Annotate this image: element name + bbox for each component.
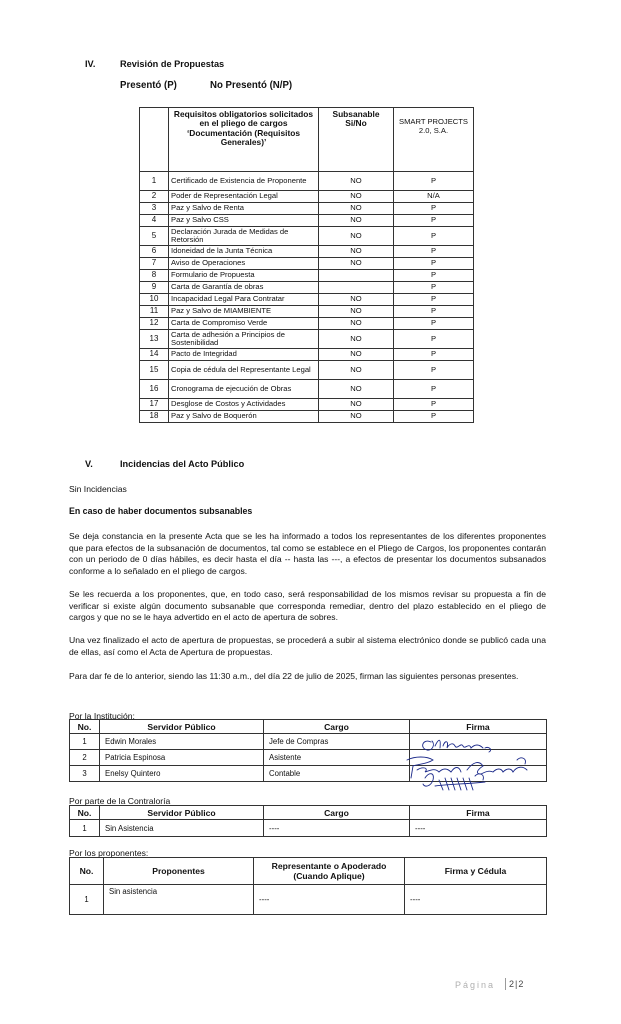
requirement-name: Paz y Salvo de Boquerón	[169, 411, 319, 423]
requirement-number: 3	[140, 203, 169, 215]
requirement-status: P	[394, 380, 474, 399]
requirement-subsanable: NO	[319, 258, 394, 270]
prop-row-number: 1	[70, 885, 104, 915]
institucion-label: Por la Institución:	[69, 711, 135, 721]
requirement-number: 8	[140, 270, 169, 282]
no-presento-legend: No Presentó (N/P)	[210, 79, 293, 91]
prop-header-firma: Firma y Cédula	[405, 858, 547, 885]
requirement-subsanable: NO	[319, 215, 394, 227]
header-subsanable: Subsanable Si/No	[319, 108, 394, 172]
requirement-name: Certificado de Existencia de Proponente	[169, 172, 319, 191]
requirement-subsanable: NO	[319, 330, 394, 349]
requirement-number: 5	[140, 227, 169, 246]
requirement-status: P	[394, 246, 474, 258]
inst-header-servidor: Servidor Público	[100, 720, 264, 734]
requirement-subsanable: NO	[319, 246, 394, 258]
prop-header-proponentes: Proponentes	[104, 858, 254, 885]
inst-row-number: 2	[70, 750, 100, 766]
requirement-status: N/A	[394, 191, 474, 203]
requirement-subsanable: NO	[319, 294, 394, 306]
requirement-row	[140, 330, 474, 349]
requirement-number: 10	[140, 294, 169, 306]
requirement-subsanable: NO	[319, 191, 394, 203]
prop-header-representante: Representante o Apoderado (Cuando Aplique)	[254, 858, 405, 885]
requirement-status: P	[394, 215, 474, 227]
incidencias-text: Sin Incidencias	[69, 484, 127, 494]
requirement-number: 16	[140, 380, 169, 399]
requirement-number: 1	[140, 172, 169, 191]
paragraph-subsanacion: Se deja constancia en la presente Acta que se les ha informado a todos los representantes de los diferentes proponentes que para efectos de la subsanación de documentos, tal como se establece en el Pliego de Cargos, los proponentes contarán con un periodo de 0 días hábiles, es decir hasta el día -- hasta las ---, a efectos de presentar los documentos subsanados conforme a lo señalado en el pliego de cargos.	[69, 531, 546, 576]
proponentes-table	[69, 857, 547, 915]
footer-pagina-label: Página	[455, 980, 496, 990]
requirement-number: 13	[140, 330, 169, 349]
presento-legend: Presentó (P)	[120, 79, 177, 91]
inst-row-name: Patricia Espinosa	[100, 750, 264, 766]
requirement-number: 6	[140, 246, 169, 258]
requirement-row	[140, 361, 474, 380]
requirement-row	[140, 399, 474, 411]
requirement-name: Idoneidad de la Junta Técnica	[169, 246, 319, 258]
inst-row-name: Edwin Morales	[100, 734, 264, 750]
requirement-number: 18	[140, 411, 169, 423]
requirement-number: 7	[140, 258, 169, 270]
requirement-name: Aviso de Operaciones	[169, 258, 319, 270]
requirement-row	[140, 282, 474, 294]
requirement-number: 2	[140, 191, 169, 203]
inst-row-cargo: Jefe de Compras	[264, 734, 410, 750]
requirement-number: 11	[140, 306, 169, 318]
header-bidder: SMART PROJECTS 2.0, S.A.	[394, 108, 474, 172]
requirement-subsanable: NO	[319, 172, 394, 191]
prop-row-name: Sin asistencia	[104, 885, 254, 915]
contra-row-number: 1	[70, 820, 100, 837]
footer-page-number: 2|2	[509, 979, 525, 989]
requirement-status: P	[394, 258, 474, 270]
section-4-title: Revisión de Propuestas	[120, 59, 225, 69]
requirement-subsanable	[319, 282, 394, 294]
requirement-number: 9	[140, 282, 169, 294]
requirement-status: P	[394, 361, 474, 380]
section-5-number: V.	[85, 459, 93, 469]
contra-row-cargo: ----	[264, 820, 410, 837]
contra-header-no: No.	[70, 806, 100, 820]
prop-row-rep: ----	[254, 885, 405, 915]
proponentes-label: Por los proponentes:	[69, 848, 149, 858]
header-requirements: Requisitos obligatorios solicitados en el pliego de cargos ‘Documentación (Requisitos Generales)’	[169, 108, 319, 172]
requirement-status: P	[394, 399, 474, 411]
requirement-name: Incapacidad Legal Para Contratar	[169, 294, 319, 306]
inst-row-number: 1	[70, 734, 100, 750]
requirement-number: 4	[140, 215, 169, 227]
contra-row-name: Sin Asistencia	[100, 820, 264, 837]
inst-row-number: 3	[70, 766, 100, 782]
requirement-number: 17	[140, 399, 169, 411]
handwritten-signatures	[405, 726, 535, 796]
requirement-subsanable: NO	[319, 399, 394, 411]
requirement-row	[140, 306, 474, 318]
inst-header-firma: Firma	[410, 720, 547, 734]
requirement-row	[140, 380, 474, 399]
requirement-number: 12	[140, 318, 169, 330]
requirement-subsanable: NO	[319, 227, 394, 246]
requirement-row	[140, 318, 474, 330]
footer-divider	[505, 978, 506, 990]
requirement-name: Carta de adhesión a Principios de Sostenibilidad	[169, 330, 319, 349]
contra-header-servidor: Servidor Público	[100, 806, 264, 820]
subsanables-heading: En caso de haber documentos subsanables	[69, 506, 253, 516]
requirement-status: P	[394, 294, 474, 306]
requirement-subsanable	[319, 270, 394, 282]
requirement-name: Paz y Salvo de MIAMBIENTE	[169, 306, 319, 318]
contra-row-firma: ----	[410, 820, 547, 837]
requirement-row	[140, 227, 474, 246]
requirement-name: Carta de Garantía de obras	[169, 282, 319, 294]
inst-header-no: No.	[70, 720, 100, 734]
requirement-subsanable: NO	[319, 318, 394, 330]
contraloria-table	[69, 805, 547, 837]
requirement-name: Copia de cédula del Representante Legal	[169, 361, 319, 380]
requirement-name: Paz y Salvo de Renta	[169, 203, 319, 215]
section-5-title: Incidencias del Acto Público	[120, 459, 245, 469]
requirement-row	[140, 215, 474, 227]
requirement-row	[140, 203, 474, 215]
requirement-subsanable: NO	[319, 203, 394, 215]
requirement-row	[140, 349, 474, 361]
requirement-status: P	[394, 282, 474, 294]
requirement-status: P	[394, 318, 474, 330]
inst-row-cargo: Contable	[264, 766, 410, 782]
requirement-name: Poder de Representación Legal	[169, 191, 319, 203]
paragraph-responsabilidad: Se les recuerda a los proponentes, que, en todo caso, será responsabilidad de los mismos revisar su propuesta a fin de verificar si existe algún documento subsanable que corresponda remediar, dentro del plazo establecido en el pliego de cargos y que no se le haya advertido en el acto de apertura de sobres.	[69, 589, 546, 623]
requirement-row	[140, 411, 474, 423]
requirement-row	[140, 270, 474, 282]
requirement-name: Carta de Compromiso Verde	[169, 318, 319, 330]
requirement-status: P	[394, 203, 474, 215]
requirement-subsanable: NO	[319, 349, 394, 361]
prop-header-no: No.	[70, 858, 104, 885]
requirement-subsanable: NO	[319, 306, 394, 318]
requirement-status: P	[394, 349, 474, 361]
contraloria-label: Por parte de la Contraloría	[69, 796, 171, 806]
requirement-row	[140, 258, 474, 270]
requirement-status: P	[394, 330, 474, 349]
requirement-name: Pacto de Integridad	[169, 349, 319, 361]
contra-header-cargo: Cargo	[264, 806, 410, 820]
inst-header-cargo: Cargo	[264, 720, 410, 734]
header-blank	[140, 108, 169, 172]
requirement-status: P	[394, 270, 474, 282]
inst-row-cargo: Asistente	[264, 750, 410, 766]
requirement-status: P	[394, 306, 474, 318]
requirement-number: 15	[140, 361, 169, 380]
contra-header-firma: Firma	[410, 806, 547, 820]
requirement-row	[140, 246, 474, 258]
requirement-subsanable: NO	[319, 361, 394, 380]
requirement-status: P	[394, 411, 474, 423]
requirement-name: Formulario de Propuesta	[169, 270, 319, 282]
requirement-row	[140, 294, 474, 306]
requirement-name: Desglose de Costos y Actividades	[169, 399, 319, 411]
requirement-status: P	[394, 227, 474, 246]
inst-row-name: Enelsy Quintero	[100, 766, 264, 782]
requirement-status: P	[394, 172, 474, 191]
section-4-number: IV.	[85, 59, 96, 69]
paragraph-publicacion: Una vez finalizado el acto de apertura de propuestas, se procederá a subir al sistema electrónico donde se publicó cada una de ellas, así como el Acta de Apertura de propuestas.	[69, 635, 546, 657]
requirement-number: 14	[140, 349, 169, 361]
prop-row-firma: ----	[405, 885, 547, 915]
requirement-name: Paz y Salvo CSS	[169, 215, 319, 227]
requirement-name: Declaración Jurada de Medidas de Retorsión	[169, 227, 319, 246]
requirements-table	[139, 107, 474, 423]
requirement-row	[140, 191, 474, 203]
paragraph-firmas: Para dar fe de lo anterior, siendo las 11:30 a.m., del día 22 de julio de 2025, firman las siguientes personas presentes.	[69, 671, 519, 681]
requirement-subsanable: NO	[319, 380, 394, 399]
requirement-subsanable: NO	[319, 411, 394, 423]
requirement-name: Cronograma de ejecución de Obras	[169, 380, 319, 399]
requirement-row	[140, 172, 474, 191]
